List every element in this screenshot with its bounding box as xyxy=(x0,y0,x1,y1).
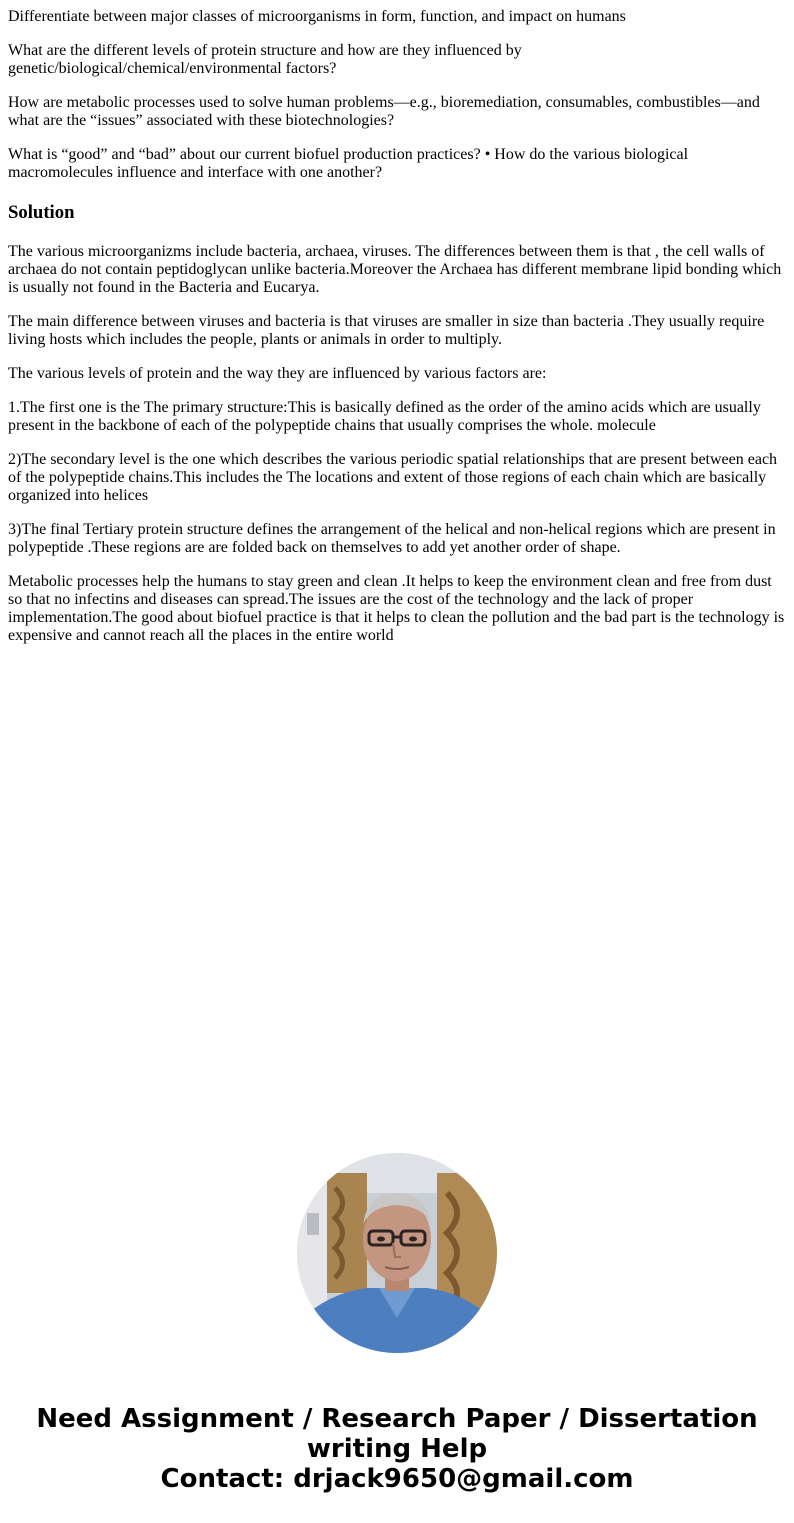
answer-paragraph-5: 2)The secondary level is the one which describes the various periodic spatial relationships that are present between each of the polypeptide chains.This includes the The locations and extent of those regions of each chain which are basically organized into helices xyxy=(8,451,778,504)
author-avatar xyxy=(297,1153,497,1353)
answer-paragraph-2: The main difference between viruses and bacteria is that viruses are smaller in size than bacteria .They usually require living hosts which includes the people, plants or animals in order to multiply. xyxy=(8,313,765,348)
document-body xyxy=(8,8,786,661)
footer-contact-email: Contact: drjack9650@gmail.com xyxy=(160,1464,634,1494)
answer-paragraph-3: The various levels of protein and the way they are influenced by various factors are: xyxy=(8,365,547,382)
answer-paragraph-7: Metabolic processes help the humans to stay green and clean .It helps to keep the environment clean and free from dust so that no infectins and diseases can spread.The issues are the cost of the technology and the lack of proper implementation.The good about biofuel practice is that it helps to clean the pollution and the bad part is the technology is expensive and cannot reach all the places in the entire world xyxy=(8,573,785,644)
question-2: What are the different levels of protein structure and how are they influenced by genetic/biological/chemical/environmental factors? xyxy=(8,42,522,77)
answer-paragraph-1: The various microorganizms include bacteria, archaea, viruses. The differences between them is that , the cell walls of archaea do not contain peptidoglycan unlike bacteria.Moreover the Archaea has different membrane lipid bonding which is usually not found in the Bacteria and Eucarya. xyxy=(8,243,782,296)
footer-line-2: writing Help xyxy=(306,1434,488,1464)
solution-heading: Solution xyxy=(8,202,75,223)
answer-paragraph-6: 3)The final Tertiary protein structure defines the arrangement of the helical and non-helical regions which are present in polypeptide .These regions are are folded back on themselves to add yet another order of shape. xyxy=(8,521,776,556)
question-4: What is “good” and “bad” about our current biofuel production practices? • How do the various biological macromolecules influence and interface with one another? xyxy=(8,146,689,181)
footer-contact-banner xyxy=(0,1404,794,1494)
question-1: Differentiate between major classes of microorganisms in form, function, and impact on humans xyxy=(8,8,626,25)
question-3: How are metabolic processes used to solve human problems—e.g., bioremediation, consumables, combustibles—and what are the “issues” associated with these biotechnologies? xyxy=(8,94,760,129)
footer-line-1: Need Assignment / Research Paper / Dissertation xyxy=(36,1404,758,1434)
answer-paragraph-4: 1.The first one is the The primary structure:This is basically defined as the order of the amino acids which are usually present in the backbone of each of the polypeptide chains that usually comprises the whole. molecule xyxy=(8,399,761,434)
